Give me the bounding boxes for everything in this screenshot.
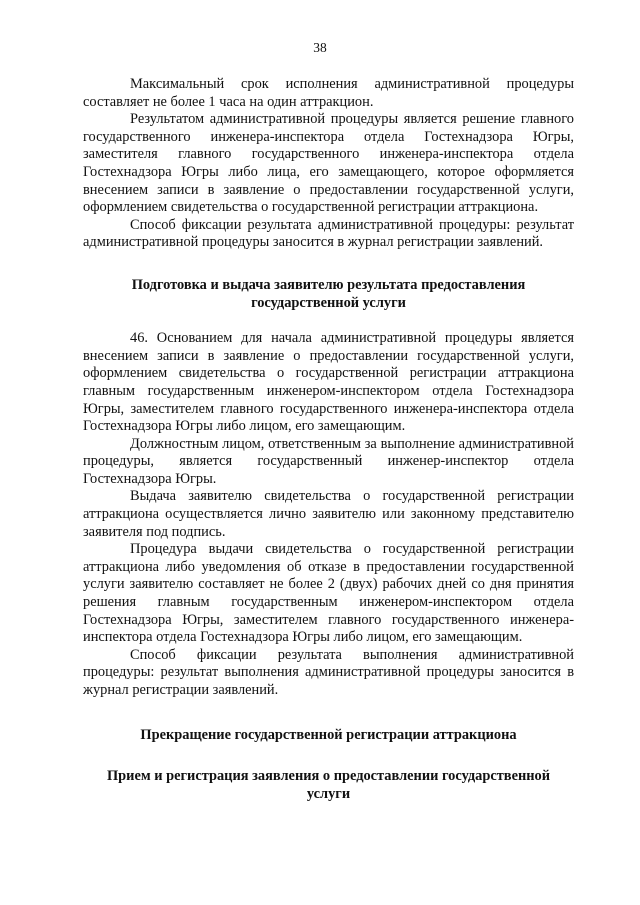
section-heading-issuance: Подготовка и выдача заявителю результата предоставления государственной услуги (131, 276, 526, 311)
paragraph-result-fixation: Способ фиксации результата выполнения административной процедуры: результат выполнения административной процедуры заносится в журнал регистрации заявлений. (83, 646, 574, 698)
paragraph-certificate-issuance: Выдача заявителю свидетельства о государственной регистрации аттракциона осуществляется лично заявителю или законному представителю заявителя под подпись. (83, 488, 574, 540)
section-heading-termination: Прекращение государственной регистрации аттракциона (140, 726, 517, 743)
section-heading-reception: Прием и регистрация заявления о предоставлении государственной услуги (106, 768, 551, 802)
page-number: 38 (313, 40, 327, 55)
paragraph-issuance-deadline: Процедура выдачи свидетельства о государственной регистрации аттракциона либо уведомления об отказе в предоставлении государственной услуги заявителю составляет не более 2 (двух) рабочих дней со дня принятия решения главным государственным инженером-инспектором отдела Гостехнадзора Югры, заместителем главного государственного инженера-инспектора отдела Гостехнадзора Югры либо лицом, его замещающим. (83, 541, 574, 646)
paragraph-procedure-result: Результатом административной процедуры является решение главного государственного инженера-инспектора отдела Гостехнадзора Югры, заместителя главного государственного инженера-инспектора отдела Гостехнадзора Югры либо лица, его замещающего, которое оформляется внесением записи в заявление о предоставлении государственной услуги, оформлением свидетельства о государственной регистрации аттракциона. (83, 111, 574, 216)
paragraph-responsible-official: Должностным лицом, ответственным за выполнение административной процедуры, является государственный инженер-инспектор отдела Гостехнадзора Югры. (83, 435, 574, 487)
document-body (83, 76, 574, 803)
paragraph-max-duration: Максимальный срок исполнения административной процедуры составляет не более 1 часа на один аттракцион. (83, 76, 574, 110)
paragraph-46-basis: 46. Основанием для начала административной процедуры является внесением записи в заявление о предоставлении государственной услуги, оформлением свидетельства о государственной регистрации аттракциона главным государственным инженером-инспектором отдела Гостехнадзора Югры, заместителем главного государственного инженера-инспектора отдела Гостехнадзора Югры либо лицом, его замещающим. (83, 330, 574, 435)
paragraph-fixation-method: Способ фиксации результата административной процедуры: результат административной процедуры заносится в журнал регистрации заявлений. (83, 216, 574, 251)
